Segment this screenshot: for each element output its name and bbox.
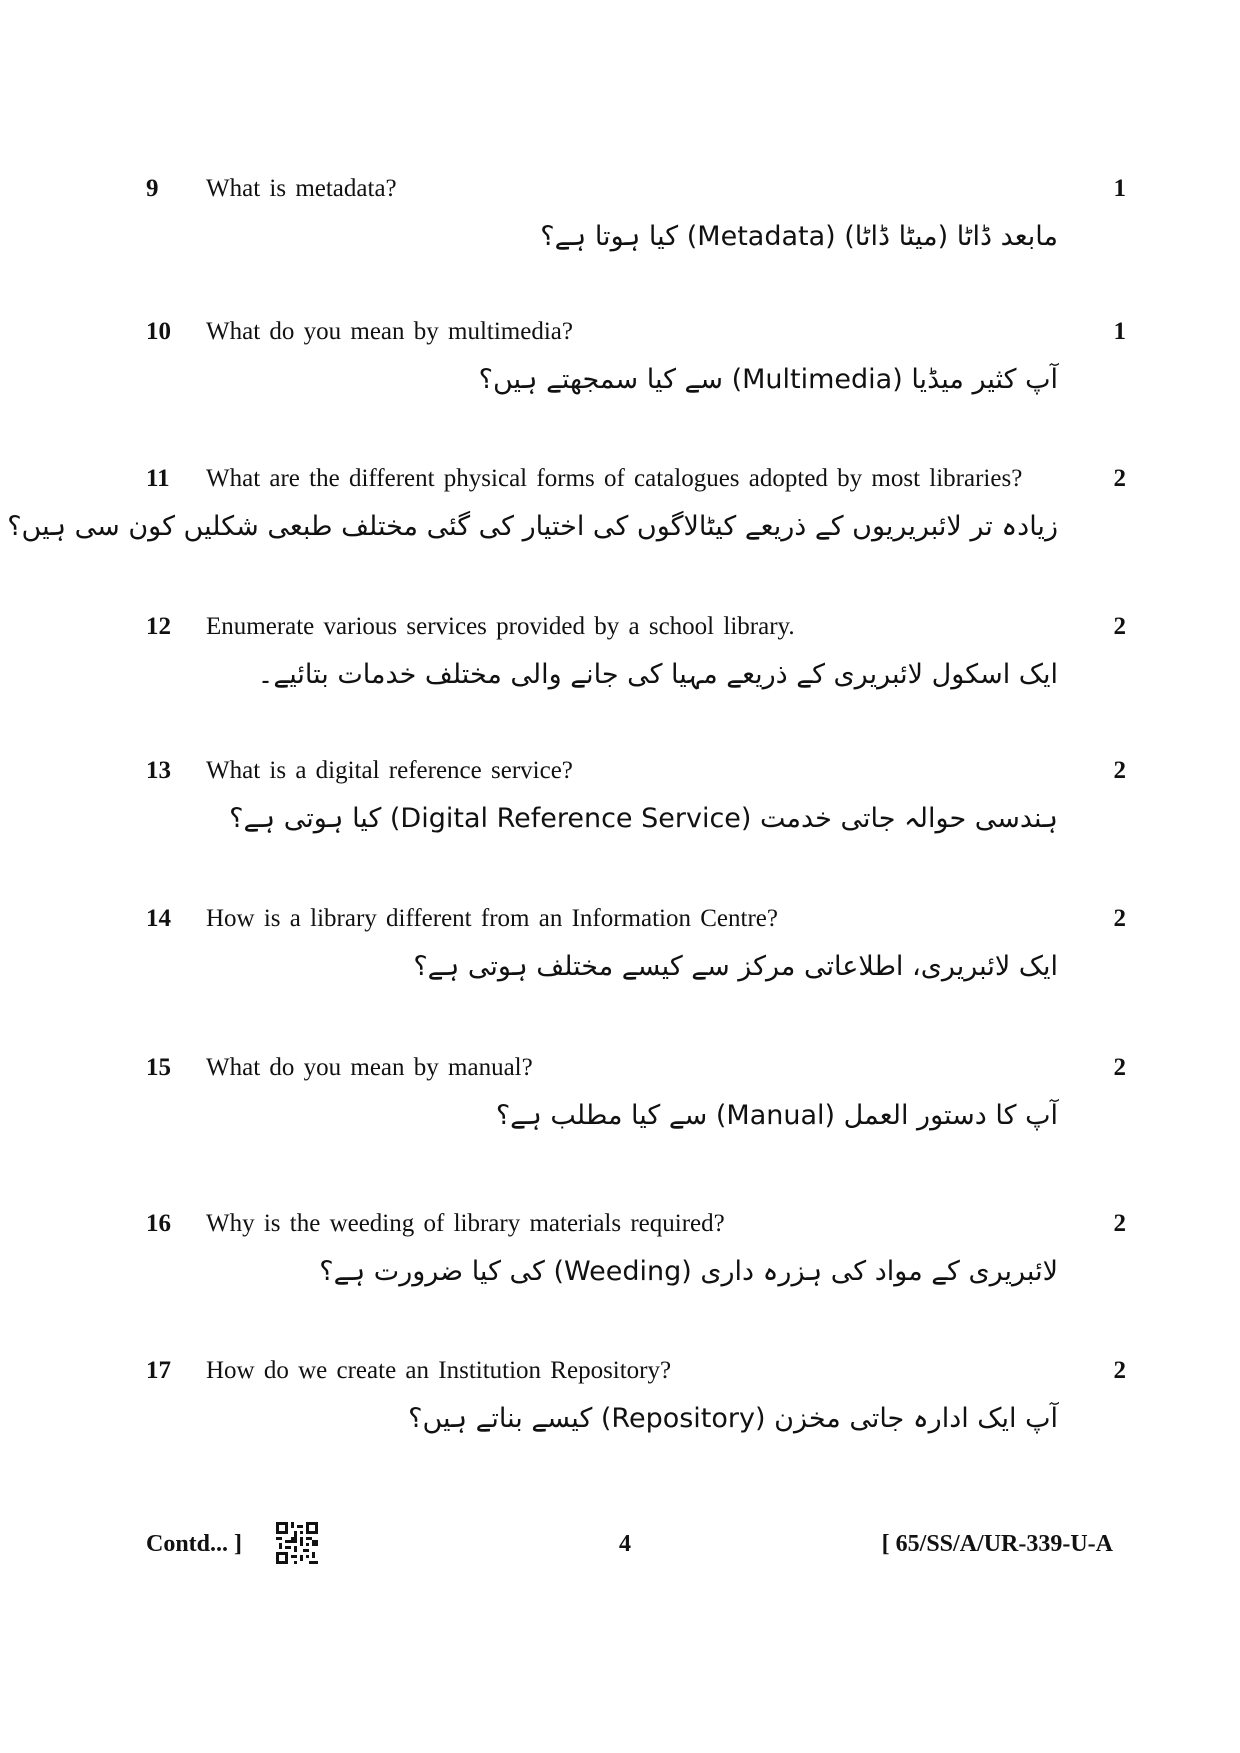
- question-text-urdu: آپ کا دستور العمل (Manual) سے کیا مطلب ہے؟: [495, 1100, 1058, 1131]
- question-number: 14: [146, 905, 171, 932]
- question-marks: 1: [1113, 318, 1126, 345]
- question-number: 10: [146, 318, 171, 345]
- question-text-english: What do you mean by manual?: [206, 1054, 533, 1081]
- question-marks: 1: [1113, 175, 1126, 202]
- question-marks: 2: [1113, 757, 1126, 784]
- question-number: 12: [146, 613, 171, 640]
- question-text-urdu: ایک اسکول لائبریری کے ذریعے مہیا کی جانے والی مختلف خدمات بتائیے۔: [257, 659, 1058, 690]
- question-text-urdu: مابعد ڈاٹا (میٹا ڈاٹا) (Metadata) کیا ہوتا ہے؟: [540, 221, 1058, 252]
- question-12: [0, 611, 1240, 731]
- question-text-english: What is a digital reference service?: [206, 757, 573, 784]
- question-9: [0, 173, 1240, 293]
- qr-code-icon: [276, 1522, 318, 1564]
- question-text-english: How is a library different from an Information Centre?: [206, 905, 778, 932]
- question-text-urdu: زیادہ تر لائبریریوں کے ذریعے کیٹالاگوں کی اختیار کی گئی مختلف طبعی شکلیں کون سی ہیں؟: [7, 511, 1058, 542]
- question-text-urdu: لائبریری کے مواد کی ہزرہ داری (Weeding) کی کیا ضرورت ہے؟: [319, 1256, 1058, 1287]
- question-16: [0, 1208, 1240, 1328]
- question-marks: 2: [1113, 1357, 1126, 1384]
- question-text-english: Enumerate various services provided by a school library.: [206, 613, 795, 640]
- question-17: [0, 1355, 1240, 1475]
- question-14: [0, 903, 1240, 1023]
- question-text-urdu: ایک لائبریری، اطلاعاتی مرکز سے کیسے مختلف ہوتی ہے؟: [413, 951, 1058, 982]
- page-number: 4: [619, 1531, 631, 1557]
- question-13: [0, 755, 1240, 875]
- continued-label: Contd... ]: [146, 1531, 243, 1557]
- question-number: 15: [146, 1054, 171, 1081]
- question-marks: 2: [1113, 613, 1126, 640]
- question-marks: 2: [1113, 1210, 1126, 1237]
- question-marks: 2: [1113, 1054, 1126, 1081]
- question-text-english: What is metadata?: [206, 175, 397, 202]
- question-text-urdu: ہندسی حوالہ جاتی خدمت (Digital Reference Service) کیا ہوتی ہے؟: [229, 803, 1058, 834]
- question-text-english: How do we create an Institution Repository?: [206, 1357, 672, 1384]
- question-text-english: What do you mean by multimedia?: [206, 318, 573, 345]
- question-text-urdu: آپ ایک ادارہ جاتی مخزن (Repository) کیسے بناتے ہیں؟: [408, 1403, 1058, 1434]
- question-number: 13: [146, 757, 171, 784]
- question-11: [0, 463, 1240, 583]
- question-10: [0, 316, 1240, 436]
- question-15: [0, 1052, 1240, 1172]
- question-marks: 2: [1113, 905, 1126, 932]
- question-number: 16: [146, 1210, 171, 1237]
- question-text-english: Why is the weeding of library materials required?: [206, 1210, 725, 1237]
- question-text-english: What are the different physical forms of catalogues adopted by most libraries?: [206, 465, 1023, 492]
- paper-code: [ 65/SS/A/UR-339-U-A: [881, 1531, 1113, 1557]
- question-number: 11: [146, 465, 170, 492]
- question-number: 17: [146, 1357, 171, 1384]
- question-marks: 2: [1113, 465, 1126, 492]
- question-number: 9: [146, 175, 159, 202]
- question-text-urdu: آپ کثیر میڈیا (Multimedia) سے کیا سمجھتے ہیں؟: [478, 364, 1058, 395]
- page-footer: [0, 1528, 1240, 1568]
